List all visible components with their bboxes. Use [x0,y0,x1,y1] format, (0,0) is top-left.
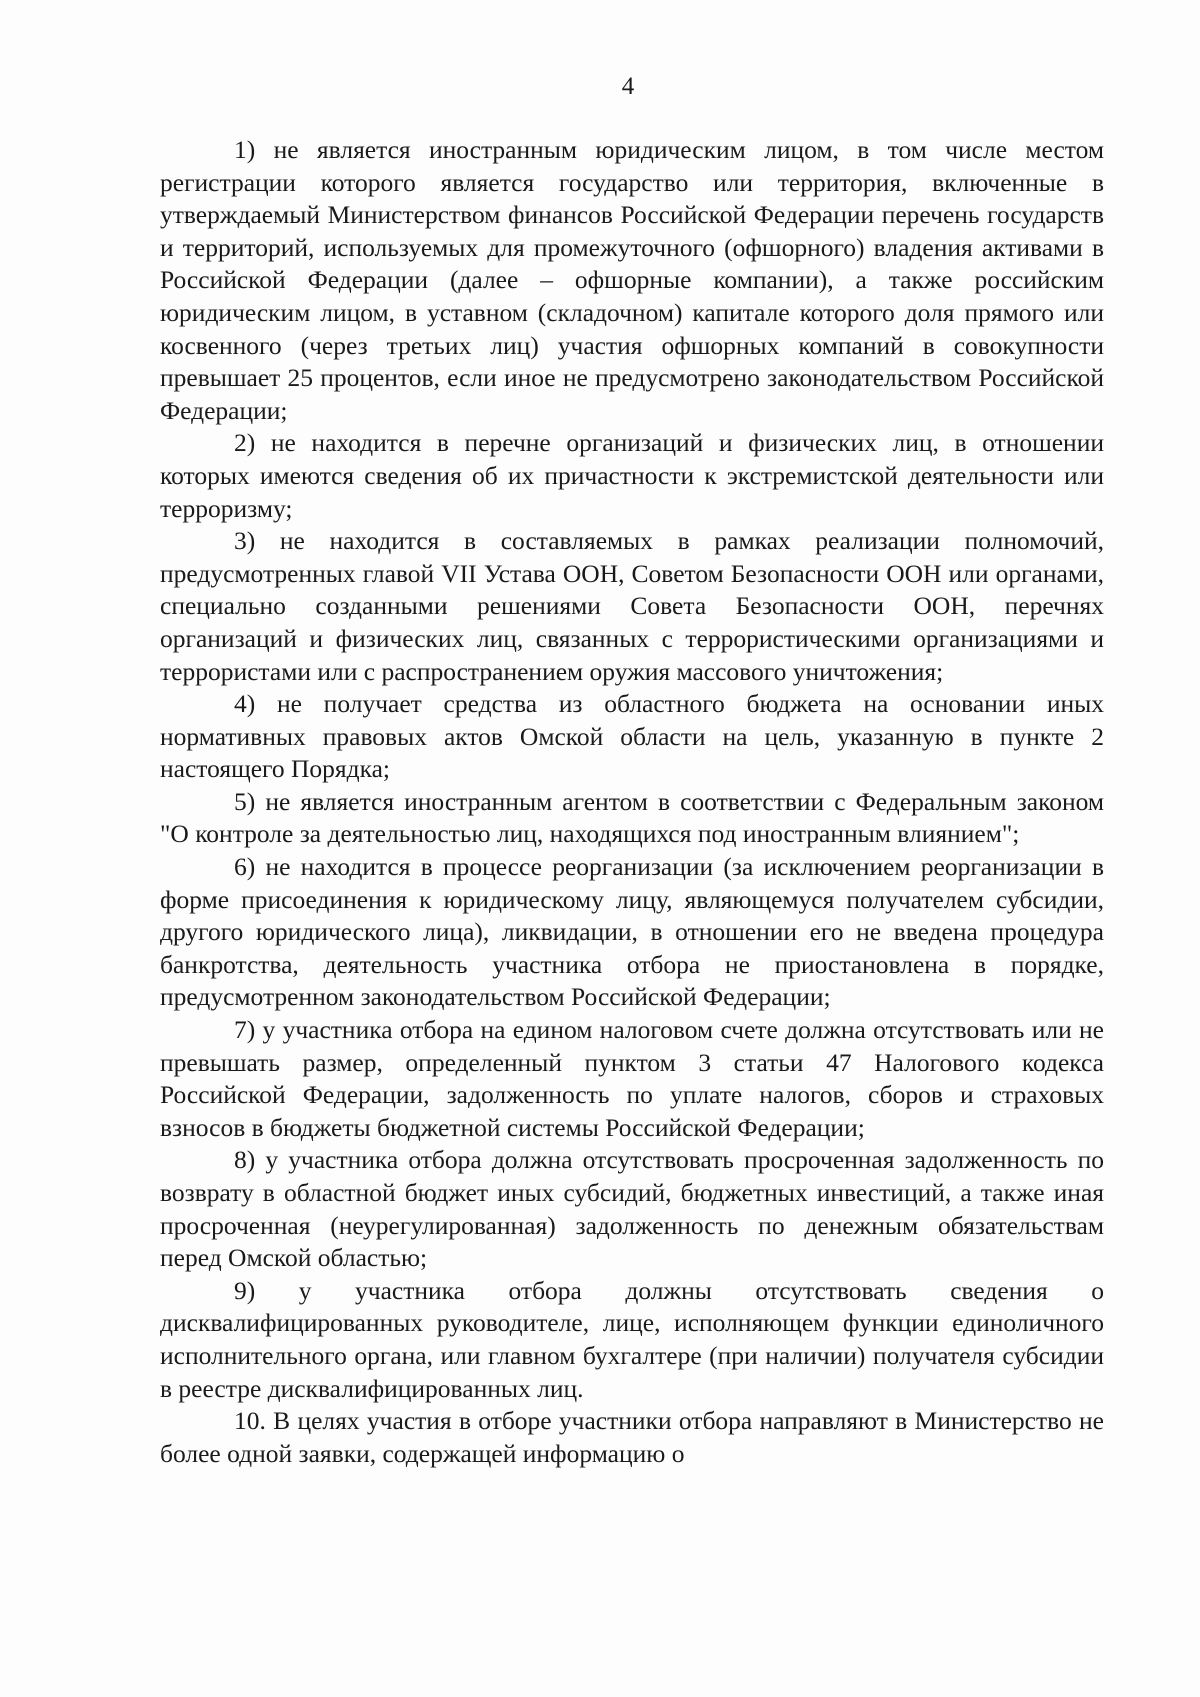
paragraph-item-8: 8) у участника отбора должна отсутствовать просроченная задолженность по возврату в областной бюджет иных субсидий, бюджетных инвестиций, а также иная просроченная (неурегулированная) задолженность по денежным обязательствам перед Омской областью; [160,1145,1104,1273]
document-body [160,134,1104,1470]
paragraph-item-7: 7) у участника отбора на едином налоговом счете должна отсутствовать или не превышать размер, определенный пунктом 3 статьи 47 Налогового кодекса Российской Федерации, задолженность по уплате налогов, сборов и страховых взносов в бюджеты бюджетной системы Российской Федерации; [160,1015,1104,1142]
paragraph-item-2: 2) не находится в перечне организаций и физических лиц, в отношении которых имеются сведения об их причастности к экстремистской деятельности или терроризму; [160,428,1104,523]
paragraph-item-9: 9) у участника отбора должны отсутствовать сведения о дисквалифицированных руководителе, лице, исполняющем функции единоличного исполнительного органа, или главном бухгалтере (при наличии) получателя субсидии в реестре дисквалифицированных лиц. [160,1275,1104,1403]
paragraph-item-5: 5) не является иностранным агентом в соответствии с Федеральным законом "О контроле за деятельностью лиц, находящихся под иностранным влиянием"; [160,786,1104,849]
page-number: 4 [621,73,635,100]
paragraph-item-10: 10. В целях участия в отборе участники отбора направляют в Министерство не более одной заявки, содержащей информацию о [160,1406,1104,1468]
paragraph-item-4: 4) не получает средства из областного бюджета на основании иных нормативных правовых актов Омской области на цель, указанную в пункте 2 настоящего Порядка; [160,689,1104,784]
paragraph-item-6: 6) не находится в процессе реорганизации (за исключением реорганизации в форме присоединения к юридическому лицу, являющемуся получателем субсидии, другого юридического лица), ликвидации, в отношении его не введена процедура банкротства, деятельность участника отбора не приостановлена в порядке, предусмотренном законодательством Российской Федерации; [160,852,1104,1012]
paragraph-item-1: 1) не является иностранным юридическим лицом, в том числе местом регистрации которого является государство или территория, включенные в утверждаемый Министерством финансов Российской Федерации перечень государств и территорий, используемых для промежуточного (офшорного) владения активами в Российской Федерации (далее – офшорные компании), а также российским юридическим лицом, в уставном (складочном) капитале которого доля прямого или косвенного (через третьих лиц) участия офшорных компаний в совокупности превышает 25 процентов, если иное не предусмотрено законодательством Российской Федерации; [160,135,1104,425]
paragraph-item-3: 3) не находится в составляемых в рамках реализации полномочий, предусмотренных главой VII Устава ООН, Советом Безопасности ООН или органами, специально созданными решениями Совета Безопасности ООН, перечнях организаций и физических лиц, связанных с террористическими организациями и террористами или с распространением оружия массового уничтожения; [160,526,1104,686]
